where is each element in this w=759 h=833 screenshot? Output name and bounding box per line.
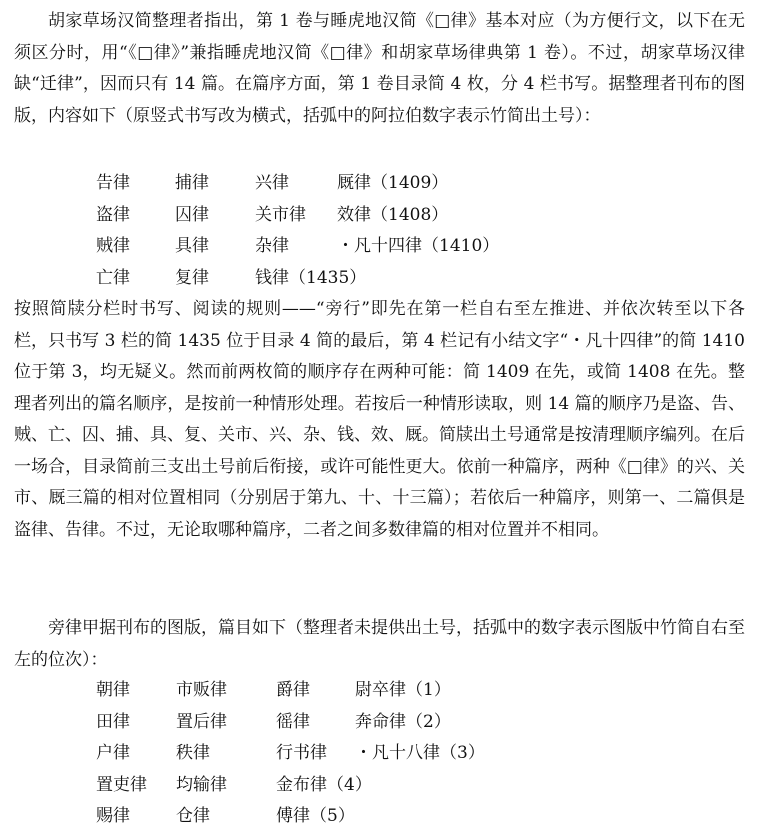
table-cell: 杂律	[255, 236, 289, 256]
table-cell: 市贩律	[176, 680, 227, 700]
table-cell: 告律	[96, 173, 130, 193]
table-cell: 钱律（1435）	[255, 267, 367, 288]
table-cell: 行书律	[276, 743, 327, 763]
table-cell: ・凡十四律（1410）	[337, 236, 500, 256]
paragraph-intro: 胡家草场汉简整理者指出，第 1 卷与睡虎地汉简《□律》基本对应（为方便行文，以下在无须区分时，用“《□律》”兼指睡虎地汉简《□律》和胡家草场律典第 1 卷）。不过，胡家草场汉律缺“迁律”，因而只有 14 篇。在篇序方面，第 1 卷目录简 4 枚，分 4 栏书写。据整理者刊布的图版，内容如下（原竖式书写改为横式，括弧中的阿拉伯数字表示竹简出土号）：	[14, 11, 745, 126]
table-cell: 亡律	[96, 267, 130, 288]
table-cell: 囚律	[175, 204, 209, 225]
table-cell: 效律（1408）	[337, 204, 449, 225]
table-cell: 具律	[175, 236, 209, 256]
table-cell: 置吏律	[96, 774, 147, 795]
table-cell: 贼律	[96, 236, 130, 256]
table-cell: 户律	[96, 743, 130, 763]
table-cell: 仓律	[176, 806, 210, 826]
table-cell: 厩律（1409）	[337, 173, 449, 193]
table-cell: 盗律	[96, 204, 130, 225]
paragraph-analysis: 按照简牍分栏时书写、阅读的规则——“旁行”即先在第一栏自右至左推进、并依次转至以下各栏，只书写 3 栏的简 1435 位于目录 4 简的最后，第 4 栏记有小结文字“・凡十四律”的简 1410 位于第 3，均无疑义。然而前两枚简的顺序存在两种可能：简 1409 在先，或简 1408 在先。整理者列出的篇名顺序，是按前一种情形处理。若按后一种情形读取，则 14 篇的顺序乃是盗、告、贼、亡、囚、捕、具、复、关市、兴、杂、钱、效、厩。简牍出土号通常是按清理顺序编列。在后一场合，目录简前三支出土号前后衔接，或许可能性更大。依前一种篇序，两种《□律》的兴、关市、厩三篇的相对位置相同（分别居于第九、十、十三篇）；若依后一种篇序，则第一、二篇俱是盗律、告律。不过，无论取哪种篇序，二者之间多数律篇的相对位置并不相同。	[14, 299, 745, 540]
table-cell: 秩律	[176, 743, 210, 763]
table-cell: ・凡十八律（3）	[355, 743, 485, 763]
table-cell: 金布律（4）	[276, 774, 372, 795]
table-cell: 关市律	[255, 204, 306, 225]
table-cell: 朝律	[96, 680, 130, 700]
table-cell: 兴律	[255, 173, 289, 193]
table-cell: 置后律	[176, 711, 227, 732]
table-cell: 傅律（5）	[276, 806, 355, 826]
table-cell: 尉卒律（1）	[355, 680, 451, 700]
table-cell: 捕律	[175, 173, 209, 193]
table-cell: 奔命律（2）	[355, 711, 451, 732]
table-cell: 田律	[96, 711, 130, 732]
table-cell: 均输律	[176, 774, 227, 795]
table-cell: 徭律	[276, 711, 310, 732]
table-cell: 爵律	[276, 680, 310, 700]
table-cell: 赐律	[96, 806, 130, 826]
paragraph-panglu: 旁律甲据刊布的图版，篇目如下（整理者未提供出土号，括弧中的数字表示图版中竹简自右至左的位次）：	[14, 618, 745, 670]
table-cell: 复律	[175, 267, 209, 288]
